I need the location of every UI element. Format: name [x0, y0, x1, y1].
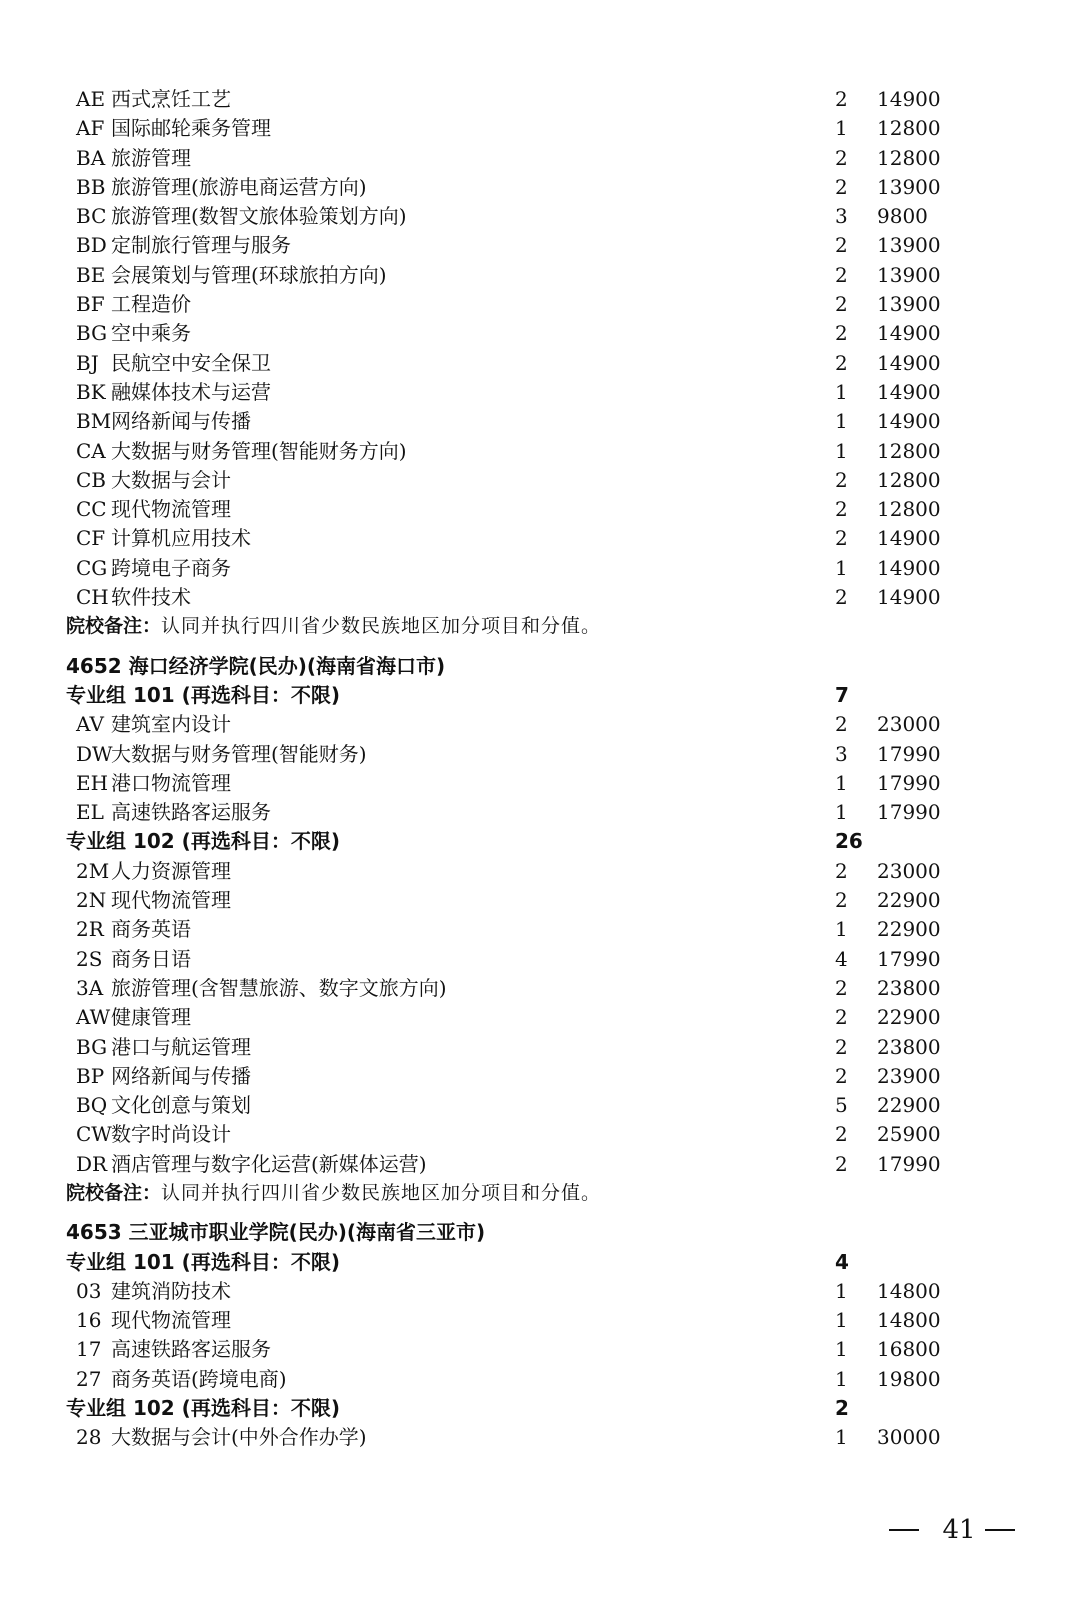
major-code: AW [76, 1005, 111, 1030]
major-code: EH [76, 770, 109, 795]
major-fee: 14900 [877, 87, 941, 111]
major-row [0, 495, 1080, 524]
major-fee: 13900 [877, 174, 941, 199]
major-group-header [0, 681, 1080, 710]
major-code: DW [76, 741, 113, 766]
major-name: 酒店管理与数字化运营(新媒体运营) [111, 1151, 427, 1176]
major-name: 软件技术 [111, 585, 191, 610]
major-code: CF [76, 526, 106, 551]
school-note [0, 1179, 1080, 1208]
major-row [0, 466, 1080, 495]
major-code: BA [76, 145, 106, 170]
major-row [0, 769, 1080, 798]
major-group-list [0, 681, 1080, 1179]
school-header [0, 1218, 1080, 1247]
major-name: 高速铁路客运服务 [111, 1337, 271, 1362]
major-count: 2 [835, 350, 848, 375]
major-code: CA [76, 438, 106, 463]
major-row [0, 1120, 1080, 1149]
major-count: 2 [835, 1063, 848, 1088]
major-name: 建筑消防技术 [111, 1278, 231, 1303]
major-row [0, 915, 1080, 944]
major-fee: 13900 [877, 262, 941, 287]
major-row [0, 1423, 1080, 1452]
school-note [0, 612, 1080, 641]
major-row [0, 1003, 1080, 1032]
major-name: 商务英语 [111, 917, 191, 942]
major-fee: 14900 [877, 409, 941, 434]
school-title: 4652 海口经济学院(民办)(海南省海口市) [66, 653, 446, 678]
major-name: 旅游管理(含智慧旅游、数字文旅方向) [111, 975, 447, 1000]
major-name: 西式烹饪工艺 [111, 87, 231, 111]
major-count: 4 [835, 946, 848, 971]
major-list [0, 85, 1080, 612]
group-label: 专业组 101 (再选科目：不限) [66, 682, 340, 707]
major-count: 2 [835, 858, 848, 883]
major-code: 2S [76, 946, 103, 971]
major-name: 国际邮轮乘务管理 [111, 116, 271, 141]
major-fee: 9800 [877, 204, 928, 229]
major-count: 2 [835, 145, 848, 170]
major-name: 商务日语 [111, 946, 191, 971]
major-group-header [0, 1248, 1080, 1277]
major-row [0, 857, 1080, 886]
major-fee: 22900 [877, 1093, 941, 1118]
major-name: 民航空中安全保卫 [111, 350, 271, 375]
document-page [0, 85, 1080, 1453]
major-row [0, 231, 1080, 260]
major-row [0, 886, 1080, 915]
major-fee: 14900 [877, 321, 941, 346]
major-row [0, 798, 1080, 827]
major-count: 1 [835, 379, 848, 404]
major-fee: 13900 [877, 292, 941, 317]
major-fee: 17990 [877, 800, 941, 825]
group-label: 专业组 101 (再选科目：不限) [66, 1249, 340, 1274]
group-count: 2 [835, 1396, 849, 1421]
major-fee: 19800 [877, 1366, 941, 1391]
major-fee: 17990 [877, 770, 941, 795]
major-code: 3A [76, 975, 104, 1000]
major-count: 2 [835, 888, 848, 913]
major-group-list [0, 1248, 1080, 1453]
major-count: 2 [835, 1034, 848, 1059]
major-fee: 14800 [877, 1308, 941, 1333]
major-name: 数字时尚设计 [111, 1122, 231, 1147]
major-name: 大数据与会计 [111, 467, 231, 492]
major-name: 网络新闻与传播 [111, 1063, 251, 1088]
major-fee: 12800 [877, 497, 941, 522]
major-group-header [0, 1394, 1080, 1423]
major-fee: 14900 [877, 585, 941, 610]
major-row [0, 261, 1080, 290]
major-name: 商务英语(跨境电商) [111, 1366, 287, 1391]
major-name: 大数据与财务管理(智能财务方向) [111, 438, 407, 463]
major-fee: 22900 [877, 1005, 941, 1030]
major-code: BM [76, 409, 112, 434]
major-name: 旅游管理(数智文旅体验策划方向) [111, 204, 407, 229]
major-name: 人力资源管理 [111, 858, 231, 883]
major-code: DR [76, 1151, 108, 1176]
major-row [0, 144, 1080, 173]
major-count: 2 [835, 321, 848, 346]
major-fee: 25900 [877, 1122, 941, 1147]
group-count: 7 [835, 682, 849, 707]
major-count: 2 [835, 233, 848, 258]
left-dash [889, 1529, 919, 1531]
major-code: BG [76, 321, 108, 346]
major-code: 16 [76, 1308, 102, 1333]
major-count: 1 [835, 555, 848, 580]
major-row [0, 1033, 1080, 1062]
major-code: 27 [76, 1366, 102, 1391]
major-code: BB [76, 174, 106, 199]
major-fee: 14900 [877, 526, 941, 551]
major-fee: 12800 [877, 438, 941, 463]
major-fee: 16800 [877, 1337, 941, 1362]
major-fee: 14900 [877, 350, 941, 375]
major-code: AF [76, 116, 105, 141]
major-fee: 14900 [877, 379, 941, 404]
major-row [0, 1277, 1080, 1306]
major-count: 2 [835, 1122, 848, 1147]
major-fee: 23800 [877, 975, 941, 1000]
major-count: 1 [835, 1366, 848, 1391]
note-text: 认同并执行四川省少数民族地区加分项目和分值。 [161, 1181, 602, 1204]
major-row [0, 290, 1080, 319]
major-count: 2 [835, 526, 848, 551]
major-count: 2 [835, 497, 848, 522]
major-code: 17 [76, 1337, 102, 1362]
major-row [0, 710, 1080, 739]
major-fee: 30000 [877, 1425, 941, 1450]
major-count: 2 [835, 262, 848, 287]
major-code: CB [76, 467, 106, 492]
major-fee: 22900 [877, 888, 941, 913]
page-footer [0, 1510, 1080, 1550]
major-fee: 13900 [877, 233, 941, 258]
major-row [0, 202, 1080, 231]
major-row [0, 437, 1080, 466]
major-row [0, 1150, 1080, 1179]
major-count: 1 [835, 1425, 848, 1450]
major-fee: 12800 [877, 145, 941, 170]
group-count: 26 [835, 829, 863, 854]
major-row [0, 173, 1080, 202]
major-count: 2 [835, 467, 848, 492]
major-count: 1 [835, 438, 848, 463]
major-count: 1 [835, 409, 848, 434]
major-count: 1 [835, 1337, 848, 1362]
major-code: 28 [76, 1425, 102, 1450]
major-code: BE [76, 262, 106, 287]
school-title: 4653 三亚城市职业学院(民办)(海南省三亚市) [66, 1220, 486, 1245]
major-row [0, 1306, 1080, 1335]
major-name: 融媒体技术与运营 [111, 379, 271, 404]
major-code: BC [76, 204, 107, 229]
group-label: 专业组 102 (再选科目：不限) [66, 829, 340, 854]
major-code: 2N [76, 888, 107, 913]
major-count: 3 [835, 741, 848, 766]
major-row [0, 1062, 1080, 1091]
major-code: 2R [76, 917, 104, 942]
major-name: 会展策划与管理(环球旅拍方向) [111, 262, 387, 287]
major-name: 跨境电子商务 [111, 555, 231, 580]
note-label: 院校备注： [66, 1181, 162, 1204]
major-name: 空中乘务 [111, 321, 191, 346]
major-row [0, 945, 1080, 974]
major-fee: 17990 [877, 741, 941, 766]
major-row [0, 319, 1080, 348]
major-fee: 17990 [877, 1151, 941, 1176]
major-row [0, 349, 1080, 378]
major-count: 2 [835, 174, 848, 199]
major-fee: 23800 [877, 1034, 941, 1059]
major-name: 港口与航运管理 [111, 1034, 251, 1059]
group-label: 专业组 102 (再选科目：不限) [66, 1396, 340, 1421]
note-text: 认同并执行四川省少数民族地区加分项目和分值。 [161, 615, 602, 638]
major-name: 定制旅行管理与服务 [111, 233, 291, 258]
major-count: 1 [835, 800, 848, 825]
major-count: 1 [835, 1308, 848, 1333]
major-fee: 23900 [877, 1063, 941, 1088]
major-code: AV [76, 712, 104, 737]
major-count: 1 [835, 116, 848, 141]
major-count: 5 [835, 1093, 848, 1118]
major-name: 健康管理 [111, 1005, 191, 1030]
school-header [0, 652, 1080, 681]
major-code: BF [76, 292, 105, 317]
major-code: CW [76, 1122, 112, 1147]
major-count: 2 [835, 1151, 848, 1176]
major-code: BP [76, 1063, 105, 1088]
major-row [0, 114, 1080, 143]
major-name: 大数据与财务管理(智能财务) [111, 741, 367, 766]
major-code: BG [76, 1034, 108, 1059]
major-count: 3 [835, 204, 848, 229]
major-name: 现代物流管理 [111, 1308, 231, 1333]
group-count: 4 [835, 1249, 849, 1274]
major-code: BQ [76, 1093, 108, 1118]
major-name: 网络新闻与传播 [111, 409, 251, 434]
major-code: BJ [76, 350, 99, 375]
major-row [0, 974, 1080, 1003]
major-code: AE [76, 87, 106, 111]
major-fee: 12800 [877, 116, 941, 141]
major-code: CC [76, 497, 107, 522]
major-code: 2M [76, 858, 110, 883]
major-row [0, 85, 1080, 114]
major-count: 2 [835, 292, 848, 317]
major-fee: 12800 [877, 467, 941, 492]
major-count: 1 [835, 770, 848, 795]
major-code: CG [76, 555, 108, 580]
major-count: 2 [835, 975, 848, 1000]
major-row [0, 1365, 1080, 1394]
page-number: 41 [942, 1515, 976, 1545]
right-dash [985, 1529, 1015, 1531]
major-name: 现代物流管理 [111, 497, 231, 522]
major-row [0, 583, 1080, 612]
major-fee: 23000 [877, 858, 941, 883]
major-row [0, 407, 1080, 436]
major-name: 建筑室内设计 [111, 712, 231, 737]
major-name: 工程造价 [111, 292, 191, 317]
major-fee: 23000 [877, 712, 941, 737]
major-name: 高速铁路客运服务 [111, 800, 271, 825]
major-count: 2 [835, 1005, 848, 1030]
major-code: CH [76, 585, 109, 610]
major-count: 1 [835, 917, 848, 942]
major-code: EL [76, 800, 104, 825]
note-label: 院校备注： [66, 615, 162, 638]
major-count: 2 [835, 712, 848, 737]
major-row [0, 378, 1080, 407]
major-count: 2 [835, 87, 848, 111]
major-row [0, 1091, 1080, 1120]
major-name: 港口物流管理 [111, 770, 231, 795]
major-fee: 22900 [877, 917, 941, 942]
major-count: 2 [835, 585, 848, 610]
major-name: 大数据与会计(中外合作办学) [111, 1425, 367, 1450]
major-name: 文化创意与策划 [111, 1093, 251, 1118]
major-name: 计算机应用技术 [111, 526, 251, 551]
major-code: 03 [76, 1278, 102, 1303]
major-count: 1 [835, 1278, 848, 1303]
major-fee: 14900 [877, 555, 941, 580]
major-row [0, 554, 1080, 583]
major-name: 现代物流管理 [111, 888, 231, 913]
major-fee: 17990 [877, 946, 941, 971]
major-row [0, 524, 1080, 553]
major-fee: 14800 [877, 1278, 941, 1303]
major-group-header [0, 827, 1080, 856]
major-code: BD [76, 233, 107, 258]
major-name: 旅游管理 [111, 145, 191, 170]
major-code: BK [76, 379, 106, 404]
major-row [0, 1335, 1080, 1364]
major-name: 旅游管理(旅游电商运营方向) [111, 174, 367, 199]
major-row [0, 740, 1080, 769]
